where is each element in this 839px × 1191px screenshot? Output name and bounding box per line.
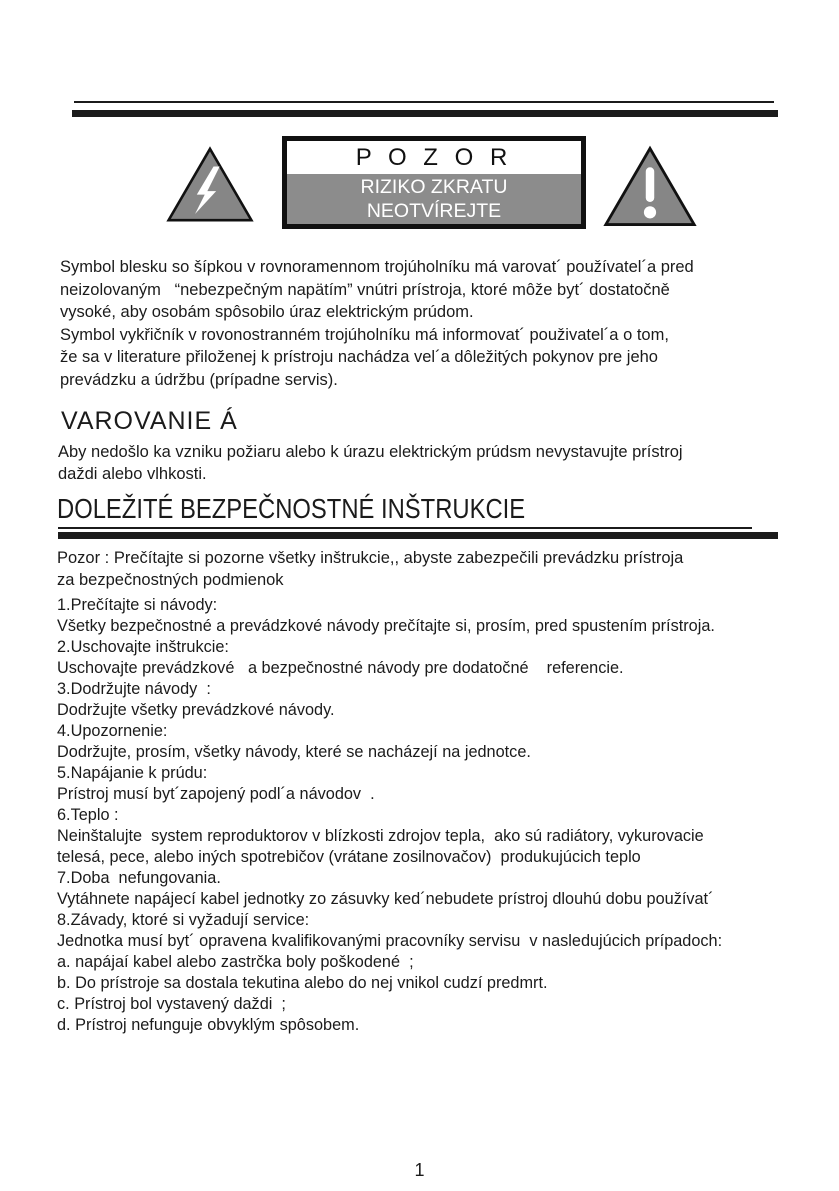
pozor-box [282,136,586,229]
paragraph-line: neizolovaným “nebezpečným napätím” vnútri prístroja, ktoré môže byt´ dostatočně [60,280,670,299]
top-rule-thick [72,110,778,117]
paragraph-line: vysoké, aby osobám spôsobilo úraz elektrickým prúdom. [60,303,474,321]
paragraph-line: Symbol vykřičník v rovonostranném trojúholníku má informovat´ použivatel´a o tom, [60,325,669,344]
instruction-line: 7.Doba nefungovania. [57,869,221,887]
paragraph-line: za bezpečnostných podmienok [57,570,284,589]
exclamation-icon [603,144,697,229]
instruction-line: Všetky bezpečnostné a prevádzkové návody prečítajte si, prosím, pred spustením prístroja. [57,617,715,635]
instruction-line: d. Prístroj nefunguje obvyklým spôsobem. [57,1016,360,1034]
warning-section-heading: VAROVANIE Á [61,407,238,435]
pozor-subtitle [287,174,581,224]
paragraph-line: Aby nedošlo ka vzniku požiaru alebo k úrazu elektrickým prúdsm nevystavujte prístroj [58,443,683,461]
instruction-line: 4.Upozornenie: [57,722,168,740]
instruction-line: 3.Dodržujte návody : [57,680,211,698]
instruction-line: b. Do prístroje sa dostala tekutina alebo do nej vnikol cudzí predmrt. [57,974,548,992]
instruction-line: Jednotka musí byt´ opravena kvalifikovanými pracovníky servisu v nasledujúcich prípadoch: [57,932,723,950]
paragraph-line: daždi alebo vlhkosti. [58,465,207,483]
symbol-explanation-paragraph [60,256,800,391]
paragraph-line: že sa v literature přiloženej k prístroju nachádza vel´a dôležitých pokynov pre jeho [60,348,658,366]
instruction-line: 1.Prečítajte si návody: [57,596,218,614]
heading-rule-thin [58,527,752,529]
instruction-line: 8.Závady, ktoré si vyžadují service: [57,911,310,929]
instruction-line: Dodržujte, prosím, všetky návody, které se nacházejí na jednotce. [57,743,531,761]
instruction-line: Dodržujte všetky prevádzkové návody. [57,701,335,719]
warning-section-text [58,441,798,485]
safety-note [57,548,797,591]
instruction-line: a. napájaí kabel alebo zastrčka boly poškodené ; [57,953,414,971]
instruction-line: 5.Napájanie k prúdu: [57,764,208,782]
instruction-line: Prístroj musí byt´zapojený podl´a návodov . [57,785,375,803]
lightning-bolt-icon [166,140,254,229]
page-number: 1 [414,1160,425,1180]
paragraph-line: prevádzku a údržbu (prípadne servis). [60,370,338,389]
instruction-line: telesá, pece, alebo iných spotrebičov (vrátane zosilnovačov) produkujúcich teplo [57,848,641,866]
pozor-subtitle-line2: NEOTVÍREJTE [366,200,502,222]
instruction-line: Uschovajte prevádzkové a bezpečnostné návody pre dodatočné referencie. [57,659,624,677]
top-rule-thin [74,101,774,103]
instruction-line: Vytáhnete napájecí kabel jednotky zo zásuvky ked´nebudete prístroj dlouhú dobu používat´ [57,890,714,908]
instruction-line: 2.Uschovajte inštrukcie: [57,638,229,656]
numbered-instructions-list [57,595,817,1036]
instruction-line: Neinštalujte system reproduktorov v blízkosti zdrojov tepla, ako sú radiátory, vykurovacie [57,827,704,845]
pozor-subtitle-line1: RIZIKO ZKRATU [360,176,508,198]
instruction-line: c. Prístroj bol vystavený daždi ; [57,995,286,1013]
paragraph-line: Symbol blesku so šípkou v rovnoramennom trojúholníku má varovat´ používatel´a pred [60,258,694,276]
instruction-line: 6.Teplo : [57,806,119,824]
paragraph-line: Pozor : Prečítajte si pozorne všetky inštrukcie,, abyste zabezpečili prevádzku prístroja [57,549,684,567]
heading-rule-thick [58,532,778,539]
pozor-title: P O Z O R [287,141,581,174]
safety-instructions-heading: DOLEŽITÉ BEZPEČNOSTNÉ INŠTRUKCIE [57,493,526,524]
